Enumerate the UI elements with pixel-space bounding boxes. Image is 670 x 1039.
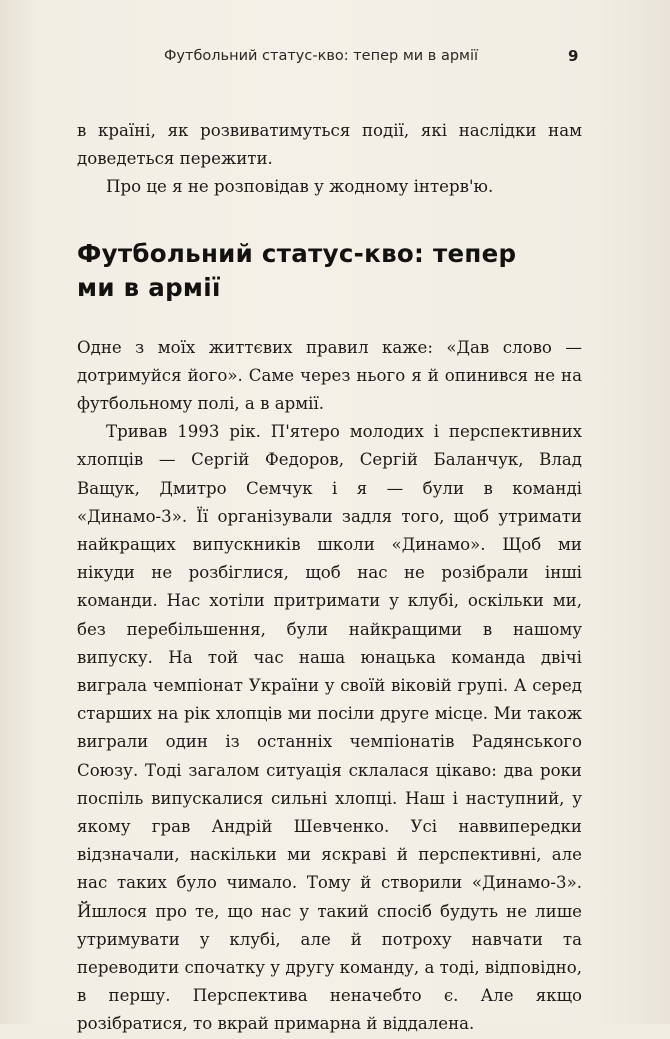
section-heading xyxy=(77,237,582,305)
running-header-title: Футбольний статус-кво: тепер ми в армії xyxy=(163,48,479,64)
page-body xyxy=(77,117,582,1039)
section-heading-line-1: Футбольний статус-кво: тепер xyxy=(77,238,517,268)
intro-paragraph-2: Про це я не розповідав у жодному інтерв'ю. xyxy=(106,177,494,197)
page-number: 9 xyxy=(568,47,579,65)
intro-paragraph-1: в країні, як розвиватимуться події, які наслідки нам доведеться пережити. xyxy=(77,121,582,169)
section-paragraph-2: Тривав 1993 рік. П'ятеро молодих і перспективних хлопців — Сергій Федоров, Сергій Баланчук, Влад Ващук, Дмитро Семчук і я — були в команді «Динамо-3». Її організували задля того, щоб утримати найкращих випускників школи «Динамо». Щоб ми нікуди не розбіглися, щоб нас не розібрали інші команди. Нас хотіли притримати у клубі, оскільки ми, без перебільшення, були найкращими в нашому випуску. На той час наша юнацька команда двічі виграла чемпіонат України у своїй віковій групі. А серед старших на рік хлопців ми посіли друге місце. Ми також виграли один із останніх чемпіонатів Радянського Союзу. Тоді загалом ситуація склалася цікаво: два роки поспіль випускалися сильні хлопці. Наш і наступний, у якому грав Андрій Шевченко. Усі наввипередки відзначали, наскільки ми яскраві й перспективні, але нас таких було чимало. Тому й створили «Динамо-3». Йшлося про те, що нас у такий спосіб будуть не лише утримувати у клубі, але й потроху навчати та переводити спочатку у другу команду, а тоді, відповідно, в першу. Перспектива неначебто є. Але якщо розібратися, то вкрай примарна й віддалена. xyxy=(77,422,582,1034)
section-heading-line-2: ми в армії xyxy=(77,272,221,302)
section-paragraph-1: Одне з моїх життєвих правил каже: «Дав слово — дотримуйся його». Саме через нього я й опинився не на футбольному полі, а в армії. xyxy=(77,337,582,414)
